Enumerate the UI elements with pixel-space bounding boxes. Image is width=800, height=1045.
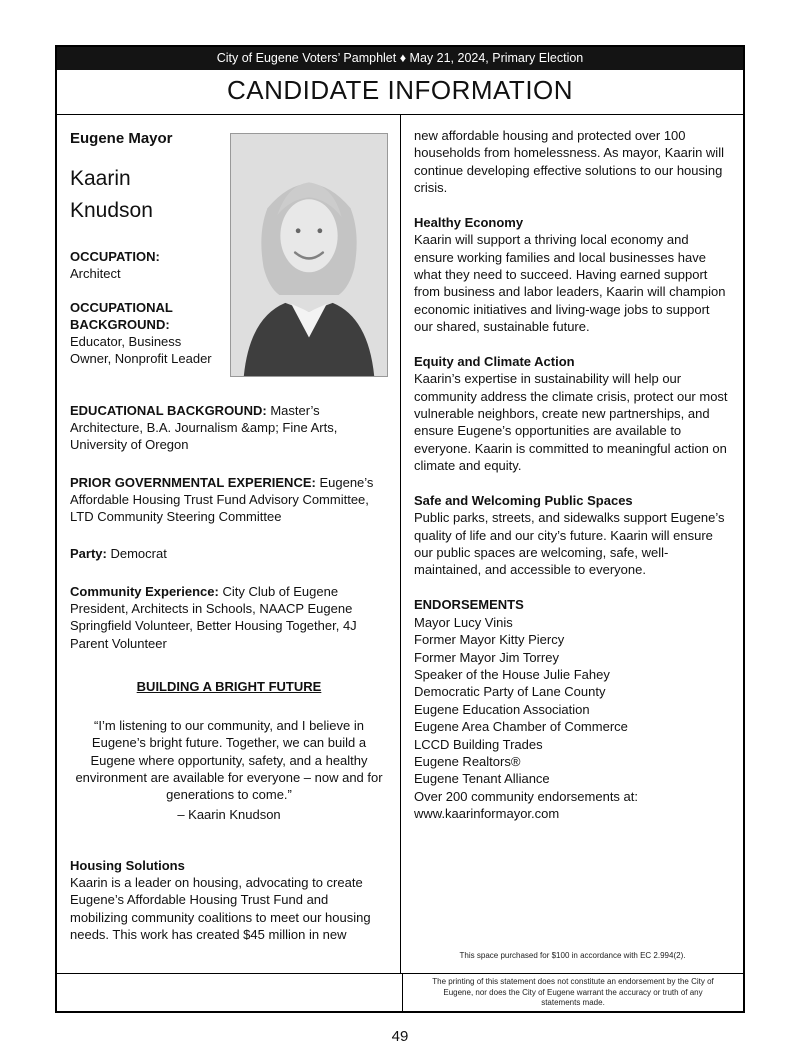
purchase-note: This space purchased for $100 in accordance with EC 2.994(2).	[459, 950, 686, 960]
office-title: Eugene Mayor	[70, 130, 173, 147]
community-experience-label: Community Experience:	[70, 583, 219, 599]
campaign-slogan: BUILDING A BRIGHT FUTURE	[136, 678, 322, 694]
candidate-first-name: Kaarin	[70, 166, 131, 190]
endorsements-heading: ENDORSEMENTS	[414, 597, 524, 613]
campaign-website: www.kaarinformayor.com	[414, 806, 560, 822]
endorsement-item: Eugene Education Association	[414, 701, 590, 717]
left-column	[57, 115, 400, 973]
candidate-photo	[230, 133, 388, 377]
prior-experience-label: PRIOR GOVERNMENTAL EXPERIENCE:	[70, 474, 316, 490]
equity-climate-section	[414, 353, 731, 474]
educational-background-value: Master’s Architecture, B.A. Journalism &amp; Fine Arts, University of Oregon	[70, 402, 338, 453]
party	[70, 545, 388, 562]
equity-climate-heading: Equity and Climate Action	[414, 354, 575, 370]
endorsement-item: Eugene Realtors®	[414, 754, 521, 769]
healthy-economy-section	[414, 214, 731, 335]
endorsement-item: Eugene Tenant Alliance	[414, 771, 550, 787]
healthy-economy-text: Kaarin will support a thriving local economy and ensure working families and local businesses have what they need to succeed. Having earned support from business and labor leaders, Kaarin will champion economic initiatives and living-wage jobs to support our shared, sustainable future.	[414, 232, 726, 334]
endorsement-item: Speaker of the House Julie Fahey	[414, 666, 610, 682]
right-column	[400, 115, 743, 973]
continuation-text: new affordable housing and protected over 100 households from homelessness. As mayor, Kaarin will continue developing effective solutions to our housing crisis.	[414, 128, 724, 195]
endorsement-item: Over 200 community endorsements at:	[414, 788, 638, 804]
page-number: 49	[391, 1028, 409, 1045]
endorsement-item: Democratic Party of Lane County	[414, 684, 606, 700]
occupation-label: OCCUPATION:	[70, 249, 160, 265]
prior-experience	[70, 474, 388, 526]
candidate-id-block	[70, 127, 230, 384]
community-experience	[70, 583, 388, 652]
housing-solutions-heading: Housing Solutions	[70, 857, 185, 873]
candidate-quote: “I’m listening to our community, and I believe in Eugene’s bright future. Together, we can build a Eugene where opportunity, safety, and a healthy environment are available for everyone – now and for generations to come.”	[75, 718, 383, 803]
endorsement-item: LCCD Building Trades	[414, 736, 543, 752]
occupational-background-value: Educator, Business Owner, Nonprofit Leader	[70, 334, 212, 367]
quote-attribution: – Kaarin Knudson	[177, 806, 281, 822]
public-spaces-heading: Safe and Welcoming Public Spaces	[414, 493, 633, 509]
candidate-header-row	[70, 127, 388, 384]
pamphlet-banner: City of Eugene Voters’ Pamphlet ♦ May 21, 2024, Primary Election	[57, 47, 743, 70]
endorsement-item: Former Mayor Kitty Piercy	[414, 632, 565, 648]
endorsement-item: Former Mayor Jim Torrey	[414, 649, 559, 665]
endorsement-item: Eugene Area Chamber of Commerce	[414, 719, 628, 735]
occupation-value: Architect	[70, 266, 121, 282]
endorsement-item: Mayor Lucy Vinis	[414, 614, 513, 630]
public-spaces-text: Public parks, streets, and sidewalks support Eugene’s quality of life and our city’s future. Kaarin will ensure our public spaces are welcoming, safe, well-maintained, and accessible to everyone.	[414, 510, 725, 578]
educational-background	[70, 402, 388, 454]
healthy-economy-heading: Healthy Economy	[414, 215, 524, 231]
party-value: Democrat	[110, 546, 167, 562]
disclaimer-left-cell	[57, 974, 402, 1011]
statement-columns	[57, 115, 743, 973]
candidate-last-name: Knudson	[70, 199, 153, 223]
housing-solutions-text: Kaarin is a leader on housing, advocating to create Eugene’s Affordable Housing Trust Fund and mobilizing community coalitions to meet our housing needs. This work has created $45 million in new	[70, 875, 371, 942]
occupation-fact	[70, 248, 222, 283]
disclaimer-row	[57, 973, 743, 1011]
community-experience-value: City Club of Eugene President, Architects in Schools, NAACP Eugene Springfield Volunteer, Better Housing Together, 4J Parent Volunteer	[70, 583, 357, 651]
educational-background-label: EDUCATIONAL BACKGROUND:	[70, 402, 267, 418]
candidate-info-box	[55, 45, 745, 1013]
candidate-name	[70, 163, 222, 228]
endorsements-section	[414, 596, 731, 822]
equity-climate-text: Kaarin’s expertise in sustainability will help our community address the climate crisis, protect our most vulnerable neighbors, create new partnerships, and ensure Eugene’s opportunities are available to everyone. Kaarin is committed to meaningful action on climate and equity.	[414, 371, 728, 473]
public-spaces-section	[414, 492, 731, 578]
page-title: CANDIDATE INFORMATION	[57, 70, 743, 115]
occupational-background-fact	[70, 299, 222, 368]
housing-solutions-section	[70, 857, 388, 943]
prior-experience-value: Eugene’s Affordable Housing Trust Fund Advisory Committee, LTD Community Steering Committee	[70, 474, 374, 525]
party-label: Party:	[70, 546, 107, 562]
city-disclaimer: The printing of this statement does not constitute an endorsement by the City of Eugene, nor does the City of Eugene warrant the accuracy or truth of any statements made.	[402, 974, 743, 1011]
occupational-background-label: OCCUPATIONAL BACKGROUND:	[70, 299, 173, 332]
